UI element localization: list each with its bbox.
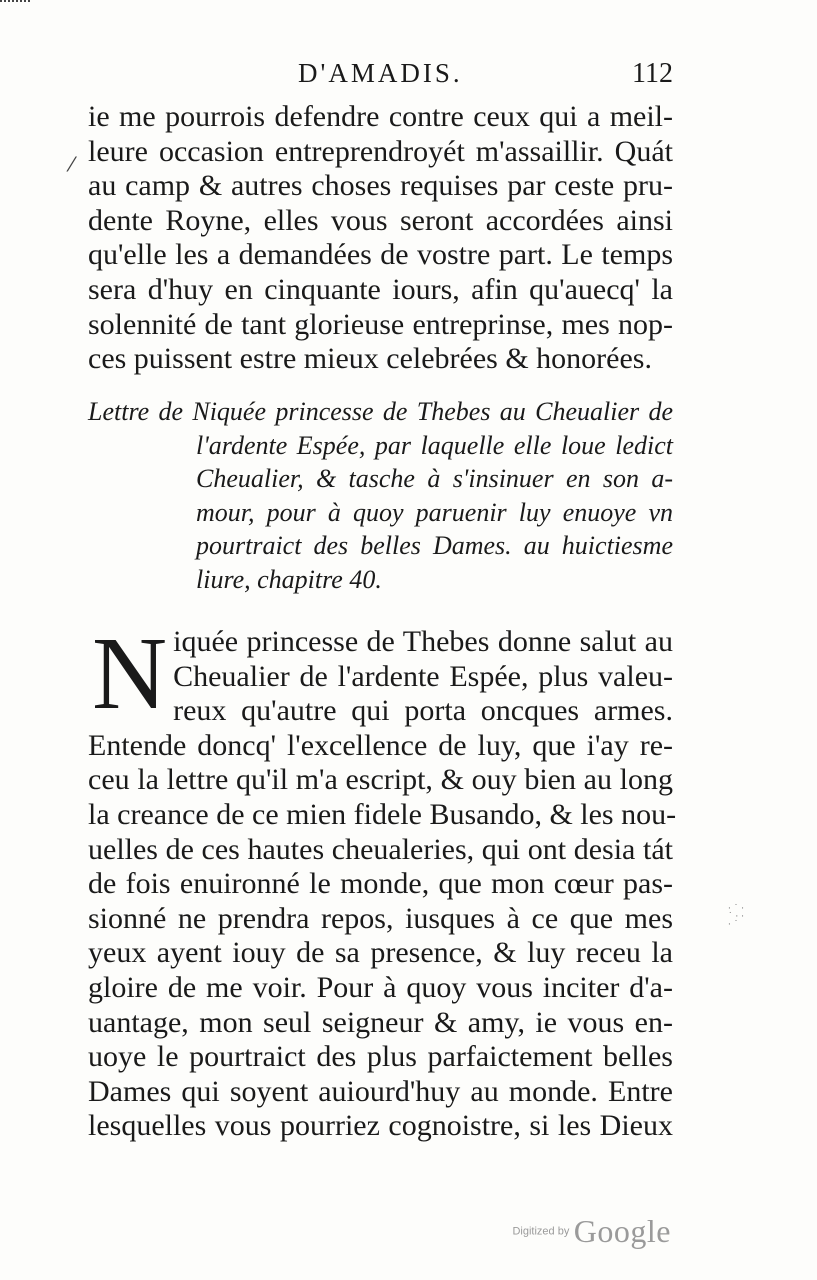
heading-line: Cheualier, & tasche à s'insinuer en son a- [196, 464, 673, 493]
text-line: au camp & autres choses requises par ceste pru- [88, 169, 673, 203]
heading-line: Lettre de Niquée princesse de Thebes au Cheualier de [88, 397, 673, 426]
text-line: ces puissent estre mieux celebrées & honorées. [88, 342, 652, 376]
text-line: uoye le pourtraict des plus parfaictement belles [88, 1040, 673, 1074]
letter-paragraph [88, 616, 677, 1144]
text-line: ie me pourrois defendre contre ceux qui a meil- [88, 100, 673, 133]
text-line: uelles de ces hautes cheualeries, qui ont desia tát [88, 832, 673, 866]
text-line: sionné ne prendra repos, iusques à ce que mes [88, 901, 673, 935]
digitized-watermark [512, 1213, 671, 1250]
letter-heading [88, 395, 673, 596]
text-line: lesquelles vous pourriez cognoistre, si les Dieux [88, 1109, 673, 1143]
text-line: solennité de tant glorieuse entreprinse, mes nop- [88, 307, 673, 341]
drop-cap: N [92, 616, 168, 731]
text-line: Entende doncq' l'excellence de luy, que i'ay re- [88, 728, 673, 762]
heading-line: l'ardente Espée, par laquelle elle loue ledict [196, 430, 673, 460]
text-line: Cheualier de l'ardente Espée, plus valeu- [173, 659, 673, 693]
heading-line: liure, chapitre 40. [196, 564, 382, 594]
text-line: Dames qui soyent auiourd'huy au monde. Entre [88, 1074, 673, 1108]
paragraph-continuation [88, 100, 673, 377]
running-title: D'AMADIS. [298, 58, 463, 88]
running-head [88, 58, 673, 98]
text-line: qu'elle les a demandées de vostre part. Le temps [88, 238, 673, 272]
text-line: dente Royne, elles vous seront accordées ainsi [88, 203, 673, 237]
heading-line: pourtraict des belles Dames. au huictiesme [196, 531, 673, 560]
text-line: de fois enuironné le monde, que mon cœur pas- [88, 867, 673, 901]
watermark-prefix: Digitized by [512, 1225, 570, 1238]
page-number: 112 [632, 58, 673, 89]
text-line: la creance de ce mien fidele Busando, & les nou- [88, 797, 677, 831]
heading-line: mour, pour à quoy paruenir luy enuoye vn [196, 497, 673, 527]
scan-specks: · ˙ · ˙ · · · ˙ [728, 904, 744, 930]
scan-corner-mark [0, 0, 30, 8]
text-line: leure occasion entreprendroyét m'assaillir. Quát [88, 134, 673, 168]
text-line: sera d'huy en cinquante iours, afin qu'auecq' la [88, 272, 673, 306]
margin-mark: ⁄ [70, 152, 74, 176]
text-line: reux qu'autre qui porta oncques armes. [173, 694, 673, 728]
text-line: gloire de me voir. Pour à quoy vous inciter d'a- [88, 970, 673, 1004]
text-line: yeux ayent iouy de sa presence, & luy receu la [88, 936, 673, 970]
text-line: uantage, mon seul seigneur & amy, ie vous en- [88, 1005, 673, 1039]
google-logo: Google [573, 1213, 671, 1249]
text-line: ceu la lettre qu'il m'a escript, & ouy bien au long [88, 763, 673, 797]
text-line: iquée princesse de Thebes donne salut au [173, 625, 673, 658]
